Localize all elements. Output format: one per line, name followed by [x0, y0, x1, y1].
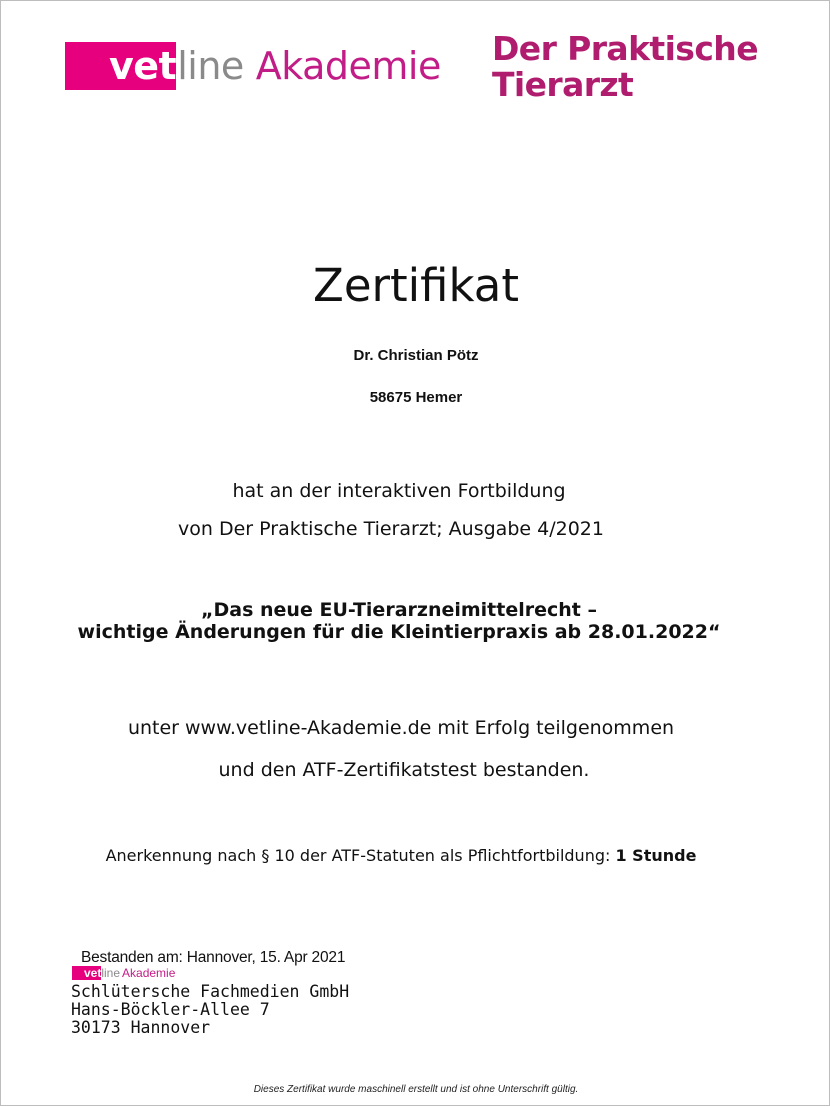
- der-praktische-tierarzt-logo: [492, 31, 758, 103]
- publisher-line2: Tierarzt: [492, 65, 634, 104]
- recognition-text: Anerkennung nach § 10 der ATF-Statuten als Pflichtfortbildung:: [105, 846, 616, 865]
- logo-vet: vet: [65, 42, 176, 90]
- certificate-title: Zertifikat: [313, 259, 519, 312]
- text-line-3: unter www.vetline-Akademie.de mit Erfolg teilgenommen: [127, 717, 675, 739]
- text-line-2: von Der Praktische Tierarzt; Ausgabe 4/2021: [178, 518, 604, 540]
- footnote: Dieses Zertifikat wurde maschinell erstellt und ist ohne Unterschrift gültig.: [253, 1084, 579, 1095]
- publisher-line1: Der Praktische: [492, 29, 758, 68]
- text-line-4: und den ATF-Zertifikatstest bestanden.: [218, 759, 590, 781]
- text-line-1: hat an der interaktiven Fortbildung: [232, 480, 566, 502]
- recognition-value: 1 Stunde: [615, 846, 697, 865]
- vetline-akademie-logo: [65, 42, 441, 90]
- recipient-name: Dr. Christian Pötz: [353, 347, 479, 364]
- logo-line: line: [177, 44, 244, 88]
- course-title-line-2: wichtige Änderungen für die Kleintierpraxis ab 28.01.2022“: [77, 621, 721, 643]
- small-vetline-logo: [72, 966, 175, 980]
- small-logo-akademie: Akademie: [122, 966, 176, 980]
- passed-date: Bestanden am: Hannover, 15. Apr 2021: [81, 949, 346, 966]
- recipient-city: 58675 Hemer: [369, 389, 463, 406]
- address-street: Hans-Böckler-Allee 7: [71, 1000, 270, 1019]
- course-title-line-1: „Das neue EU-Tierarzneimittelrecht –: [201, 599, 597, 621]
- address-company: Schlütersche Fachmedien GmbH: [71, 982, 350, 1001]
- publisher-address: [71, 983, 349, 1037]
- small-logo-line: line: [101, 966, 121, 980]
- recognition-statement: [1, 846, 801, 865]
- logo-akademie: Akademie: [255, 44, 441, 88]
- address-city: 30173 Hannover: [71, 1018, 211, 1037]
- small-logo-vet: vet: [72, 966, 101, 980]
